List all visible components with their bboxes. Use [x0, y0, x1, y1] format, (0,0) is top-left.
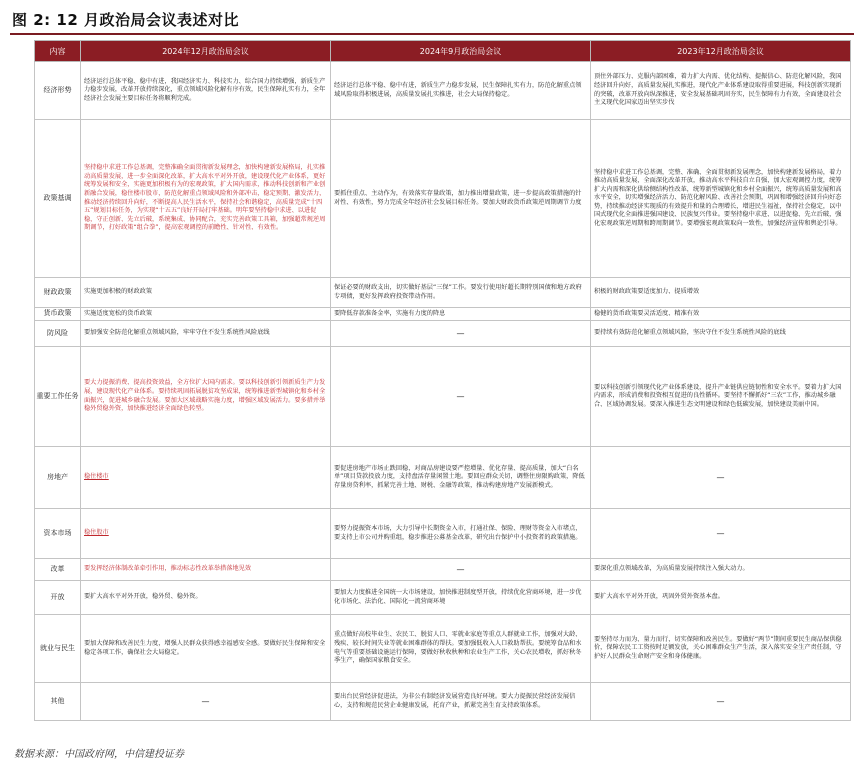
cell-dec2024: 稳住楼市: [81, 447, 331, 509]
cell-dec2024: 要加强安全防范化解重点领域风险，牢牢守住不发生系统性风险底线: [81, 321, 331, 347]
cell-dec2023: 要扩大高水平对外开放，巩固外贸外资基本盘。: [591, 581, 851, 615]
cell-sep2024: —: [331, 347, 591, 447]
table-row: [35, 321, 851, 347]
cell-sep2024: 要出台民营经济促进法，为非公有制经济发展营造良好环境。要大力提振民营经济发展信心，支持和规范民营企业健康发展，托育产业，抓紧完善生育支持政策体系。: [331, 683, 591, 721]
row-category: 房地产: [35, 447, 81, 509]
table-row: [35, 447, 851, 509]
figure-title: 图 2: 12 月政治局会议表述对比: [12, 11, 239, 29]
cell-dec2023: 要坚持尽力而为、量力而行，切实保障和改善民生。要做好“两节”期间重要民生商品保供稳价，保障农民工工资按时足额发放，关心困难群众生产生活，深入落实安全生产责任制，守护好人民群众生命财产安全和身体健康。: [591, 615, 851, 683]
cell-dec2024: 经济运行总体平稳、稳中有进，我国经济实力、科技实力、综合国力持续增强，新质生产力稳步发展，改革开放持续深化，重点领域风险化解有序有效，民生保障扎实有力，全年经济社会发展主要目标任务将顺利完成。: [81, 62, 331, 120]
cell-dec2023: 要以科技创新引领现代化产业体系建设，提升产业链供应链韧性和安全水平。要着力扩大国内需求，形成消费和投资相互促进的良性循环。要坚持不懈抓好“三农”工作，推动城乡融合、区域协调发展。要深入推进生态文明建设和绿色低碳发展，加快建设美丽中国。: [591, 347, 851, 447]
row-category: 经济形势: [35, 62, 81, 120]
cell-sep2024: 要努力提振资本市场，大力引导中长期资金入市，打通社保、保险、理财等资金入市堵点，要支持上市公司并购重组，稳步推进公募基金改革，研究出台保护中小投资者的政策措施。: [331, 509, 591, 559]
cell-sep2024: 要降低存款准备金率，实施有力度的降息: [331, 308, 591, 321]
header-dec2023: 2023年12月政治局会议: [591, 41, 851, 62]
table-row: [35, 509, 851, 559]
row-category: 开放: [35, 581, 81, 615]
cell-dec2023: 要持续有效防范化解重点领域风险，坚决守住不发生系统性风险的底线: [591, 321, 851, 347]
cell-dec2023: —: [591, 509, 851, 559]
row-category: 政策基调: [35, 120, 81, 278]
cell-dec2024: 要加大保障和改善民生力度，增强人民群众获得感幸福感安全感。要做好民生保障和安全稳定各项工作，确保社会大局稳定。: [81, 615, 331, 683]
cell-sep2024: 重点做好高校毕业生、农民工、脱贫人口、零就业家庭等重点人群就业工作，加强对大龄、残疾、较长时间失业等就业困难群体的帮扶。要加强低收入人口救助帮扶。要统筹食品和水电气等重要基础设施运行保障，要做好秋收秋种和农业生产工作，关心农民增收，抓好秋冬季生产，确保国家粮食安全。: [331, 615, 591, 683]
cell-sep2024: —: [331, 559, 591, 581]
header-content: 内容: [35, 41, 81, 62]
table-row: [35, 278, 851, 308]
cell-dec2024: 要扩大高水平对外开放，稳外贸、稳外资。: [81, 581, 331, 615]
comparison-table: [34, 40, 851, 721]
cell-sep2024: 要促进房地产市场止跌回稳，对商品房建设要严控增量、优化存量、提高质量，加大“白名单”项目贷款投放力度，支持盘活存量闲置土地。要回应群众关切，调整住房限购政策，降低存量房贷利率，抓紧完善土地、财税、金融等政策，推动构建房地产发展新模式。: [331, 447, 591, 509]
row-category: 防风险: [35, 321, 81, 347]
cell-dec2024: 实施更加积极的财政政策: [81, 278, 331, 308]
cell-dec2023: —: [591, 683, 851, 721]
header-row: [35, 41, 851, 62]
cell-dec2024: 要大力提振消费、提高投资效益，全方位扩大国内需求。要以科技创新引领新质生产力发展，建设现代化产业体系。要持续巩固拓展脱贫攻坚成果，统筹推进新型城镇化和乡村全面振兴，促进城乡融合发展。要加大区域战略实施力度，增强区域发展活力。要多措并举稳外贸稳外资，加快推进经济全面绿色转型。: [81, 347, 331, 447]
header-dec2024: 2024年12月政治局会议: [81, 41, 331, 62]
cell-dec2024: 坚持稳中求进工作总基调，完整准确全面贯彻新发展理念，加快构建新发展格局，扎实推动高质量发展，进一步全面深化改革，扩大高水平对外开放，建设现代化产业体系，更好统筹发展和安全，实施更加积极有为的宏观政策，扩大国内需求，推动科技创新和产业创新融合发展，稳住楼市股市，防范化解重点领域风险和外部冲击，稳定预期、激发活力，推动经济持续回升向好，不断提高人民生活水平，保持社会和谐稳定，高质量完成“十四五”规划目标任务，为实现“十五五”良好开局打牢基础。明年要坚持稳中求进、以进促稳，守正创新、先立后破，系统集成、协同配合，充实完善政策工具箱，加强超常规逆周期调节，打好政策“组合拳”，提高宏观调控的前瞻性、针对性、有效性。: [81, 120, 331, 278]
row-category: 其他: [35, 683, 81, 721]
cell-sep2024: 要抓住重点、主动作为，有效落实存量政策，加力推出增量政策，进一步提高政策措施的针对性、有效性，努力完成全年经济社会发展目标任务。要加大财政货币政策逆周期调节力度: [331, 120, 591, 278]
table-row: [35, 615, 851, 683]
table-row: [35, 559, 851, 581]
cell-sep2024: 保证必要的财政支出，切实做好基层“三保”工作。要发行使用好超长期特别国债和地方政府专项债，更好发挥政府投资带动作用。: [331, 278, 591, 308]
row-category: 重要工作任务: [35, 347, 81, 447]
cell-dec2024: 稳住股市: [81, 509, 331, 559]
table-row: [35, 581, 851, 615]
data-source-note: 数据来源：中国政府网，中信建投证券: [14, 749, 184, 760]
cell-dec2023: 顶住外部压力、克服内部困难，着力扩大内需、优化结构、提振信心、防范化解风险，我国经济回升向好，高质量发展扎实推进，现代化产业体系建设取得重要进展，科技创新实现新的突破，改革开放向纵深推进，安全发展基础巩固夯实，民生保障有力有效，全面建设社会主义现代化国家迈出坚实步伐: [591, 62, 851, 120]
cell-dec2023: —: [591, 447, 851, 509]
table-row: [35, 62, 851, 120]
cell-dec2023: 坚持稳中求进工作总基调，完整、准确、全面贯彻新发展理念，加快构建新发展格局，着力推动高质量发展，全面深化改革开放，推动高水平科技自立自强，加大宏观调控力度，统筹扩大内需和深化供给侧结构性改革，统筹新型城镇化和乡村全面振兴，统筹高质量发展和高水平安全，切实增强经济活力、防范化解风险、改善社会预期，巩固和增强经济回升向好态势，持续推动经济实现质的有效提升和量的合理增长，增进民生福祉，保持社会稳定，以中国式现代化全面推进强国建设、民族复兴伟业。要坚持稳中求进、以进促稳、先立后破，强化宏观政策逆周期和跨周期调节。要增强宏观政策取向一致性，加强经济宣传和舆论引导。: [591, 120, 851, 278]
cell-sep2024: 要加大力度推进全国统一大市场建设，加快推进制度型开放，持续优化营商环境，进一步优化市场化、法治化、国际化一流营商环境: [331, 581, 591, 615]
cell-dec2023: 要深化重点领域改革，为高质量发展持续注入强大动力。: [591, 559, 851, 581]
row-category: 财政政策: [35, 278, 81, 308]
row-category: 改革: [35, 559, 81, 581]
table-row: [35, 120, 851, 278]
cell-dec2023: 稳健的货币政策要灵活适度、精准有效: [591, 308, 851, 321]
row-category: 就业与民生: [35, 615, 81, 683]
cell-dec2024: 要发挥经济体制改革牵引作用，推动标志性改革举措落地见效: [81, 559, 331, 581]
table-row: [35, 683, 851, 721]
title-divider: [10, 33, 854, 35]
header-sep2024: 2024年9月政治局会议: [331, 41, 591, 62]
row-category: 货币政策: [35, 308, 81, 321]
cell-sep2024: 经济运行总体平稳、稳中有进，新质生产力稳步发展，民生保障扎实有力，防范化解重点领域风险取得积极进展，高质量发展扎实推进，社会大局保持稳定。: [331, 62, 591, 120]
cell-sep2024: —: [331, 321, 591, 347]
cell-dec2023: 积极的财政政策要适度加力、提质增效: [591, 278, 851, 308]
cell-dec2024: —: [81, 683, 331, 721]
table-row: [35, 347, 851, 447]
table-row: [35, 308, 851, 321]
cell-dec2024: 实施适度宽松的货币政策: [81, 308, 331, 321]
row-category: 资本市场: [35, 509, 81, 559]
